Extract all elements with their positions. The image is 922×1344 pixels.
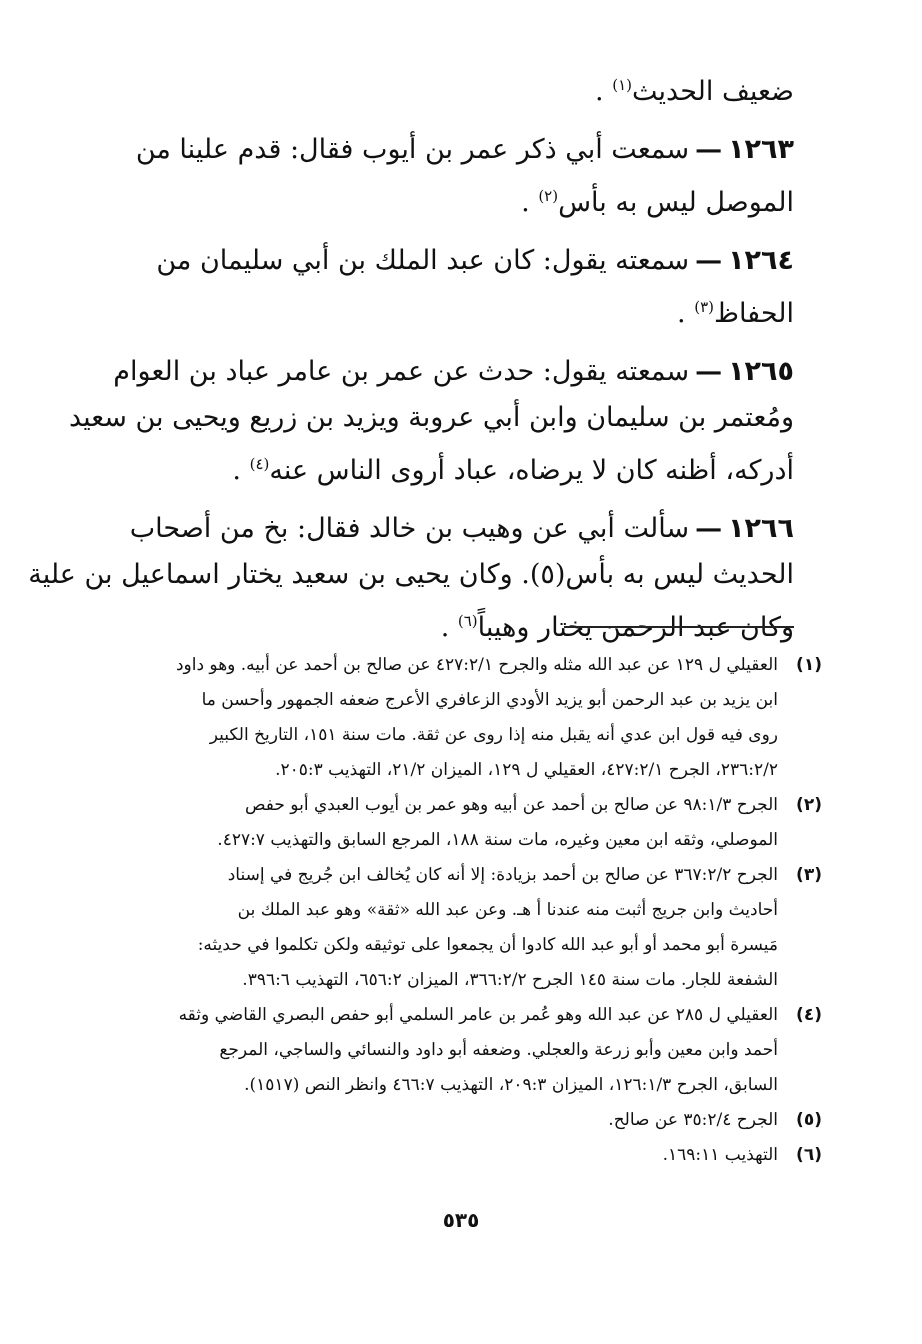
entry-line: وكان عبد الرحمن يختار وهيباً$^{(٦)}$ . — [440, 612, 794, 643]
footnote-mark: (٦) — [796, 1145, 822, 1165]
entry-dash: — — [695, 356, 723, 387]
footnote-4 — [122, 998, 822, 1103]
entry-line: ومُعتمر بن سليمان وابن أبي عروبة ويزيد بن زريع ويحيى بن سعيد — [68, 402, 794, 433]
entry-number: ١٢٦٤ — [728, 245, 794, 276]
footnote-separator — [564, 626, 794, 628]
entry-line: ١٢٦٣—سمعت أبي ذكر عمر بن أيوب فقال: قدم علينا من — [135, 134, 794, 165]
footnote-line: الجرح ٣٥:٢/٤ عن صالح. — [608, 1110, 778, 1130]
footnote-line: مَيسرة أبو محمد أو أبو عبد الله كادوا أن يجمعوا على توثيقه ولكن تكلموا في حديثه: — [197, 935, 778, 955]
footnote-ref: (٢) — [538, 187, 559, 205]
entry-line: ١٢٦٥—سمعته يقول: حدث عن عمر بن عامر عباد بن العوام — [113, 356, 794, 387]
footnote-5 — [122, 1103, 822, 1138]
footnote-3 — [122, 858, 822, 998]
footnote-6 — [122, 1138, 822, 1173]
footnote-1 — [122, 648, 822, 788]
entry-line: الحديث ليس به بأس(٥). وكان يحيى بن سعيد يختار اسماعيل بن علية — [28, 559, 794, 590]
footnote-line: ابن يزيد بن عبد الرحمن أبو يزيد الأودي الزعافري الأعرج ضعفه الجمهور وأحسن ما — [201, 690, 778, 710]
footnotes — [122, 648, 822, 1173]
entry-1266 — [28, 506, 794, 651]
entry-number: ١٢٦٥ — [728, 356, 794, 387]
entry-line: الموصل ليس به بأس$^{(٢)}$ . — [521, 187, 794, 218]
footnote-line: الجرح ٩٨:١/٣ عن صالح بن أحمد عن أبيه وهو عمر بن أيوب العبدي أبو حفص — [244, 795, 778, 815]
footnote-line: الجرح ٣٦٧:٢/٢ عن صالح بن أحمد بزيادة: إلا أنه كان يُخالف ابن جُريج في إسناد — [227, 865, 778, 885]
main-text — [28, 62, 794, 651]
footnote-line: العقيلي ل ١٢٩ عن عبد الله مثله والجرح ٤٢٧:٢/١ عن صالح بن أحمد عن أبيه. وهو داود — [175, 655, 778, 675]
footnote-mark: (٤) — [796, 1005, 822, 1025]
footnote-mark: (١) — [796, 655, 822, 675]
footnote-line: التهذيب ١٦٩:١١. — [662, 1145, 778, 1165]
entry-1265 — [68, 349, 794, 494]
footnote-mark: (٥) — [796, 1110, 822, 1130]
entry-line: ١٢٦٦—سألت أبي عن وهيب بن خالد فقال: بخ من أصحاب — [129, 513, 794, 544]
footnote-mark: (٢) — [796, 795, 822, 815]
footnote-line: الموصلي، وثقه ابن معين وغيره، مات سنة ١٨٨، المرجع السابق والتهذيب ٤٢٧:٧. — [217, 830, 778, 850]
page-number: ٥٣٥ — [442, 1208, 480, 1232]
entry-dash: — — [695, 134, 723, 165]
footnote-line: السابق، الجرح ١٢٦:١/٣، الميزان ٢٠٩:٣، التهذيب ٤٦٦:٧ وانظر النص (١٥١٧). — [244, 1075, 778, 1095]
footnote-line: الشفعة للجار. مات سنة ١٤٥ الجرح ٣٦٦:٢/٢، الميزان ٦٥٦:٢، التهذيب ٣٩٦:٦. — [242, 970, 778, 990]
footnote-line: ٢٣٦:٢/٢، الجرح ٤٢٧:٢/١، العقيلي ل ١٢٩، الميزان ٢١/٢، التهذيب ٢٠٥:٣. — [275, 760, 778, 780]
footnote-line: أحمد وابن معين وأبو زرعة والعجلي. وضعفه أبو داود والنسائي والساجي، المرجع — [219, 1040, 778, 1060]
footnote-ref: (٣) — [694, 298, 714, 316]
entry-line: أدركه، أظنه كان لا يرضاه، عباد أروى الناس عنه$^{(٤)}$ . — [232, 455, 794, 486]
entry-line: الحفاظ$^{(٣)}$ . — [677, 298, 794, 329]
entry-1263 — [126, 127, 794, 226]
footnote-ref: (١) — [612, 76, 632, 94]
entry-dash: — — [695, 513, 723, 544]
entry-number: ١٢٦٦ — [728, 513, 794, 544]
header-line: ضعيف الحديث$^{(١)}$ . — [595, 76, 794, 107]
footnote-2 — [122, 788, 822, 858]
footnote-line: أحاديث وابن جريج أثبت منه عندنا أ هـ. وعن عبد الله «ثقة» وهو عبد الملك بن — [237, 900, 778, 920]
footnote-line: روى فيه قول ابن عدي أنه يقبل منه إذا روى عن ثقة. مات سنة ١٥١، التاريخ الكبير — [209, 725, 778, 745]
entry-dash: — — [695, 245, 723, 276]
footnote-ref: (٤) — [249, 455, 270, 473]
footnote-line: العقيلي ل ٢٨٥ عن عبد الله وهو عُمر بن عامر السلمي أبو حفص البصري القاضي وثقه — [178, 1005, 778, 1025]
entry-1264 — [126, 238, 794, 337]
footnote-mark: (٣) — [796, 865, 822, 885]
entry-line: ١٢٦٤—سمعته يقول: كان عبد الملك بن أبي سليمان من — [156, 245, 794, 276]
footnote-ref: (٦) — [457, 612, 478, 630]
entry-number: ١٢٦٣ — [728, 134, 794, 165]
